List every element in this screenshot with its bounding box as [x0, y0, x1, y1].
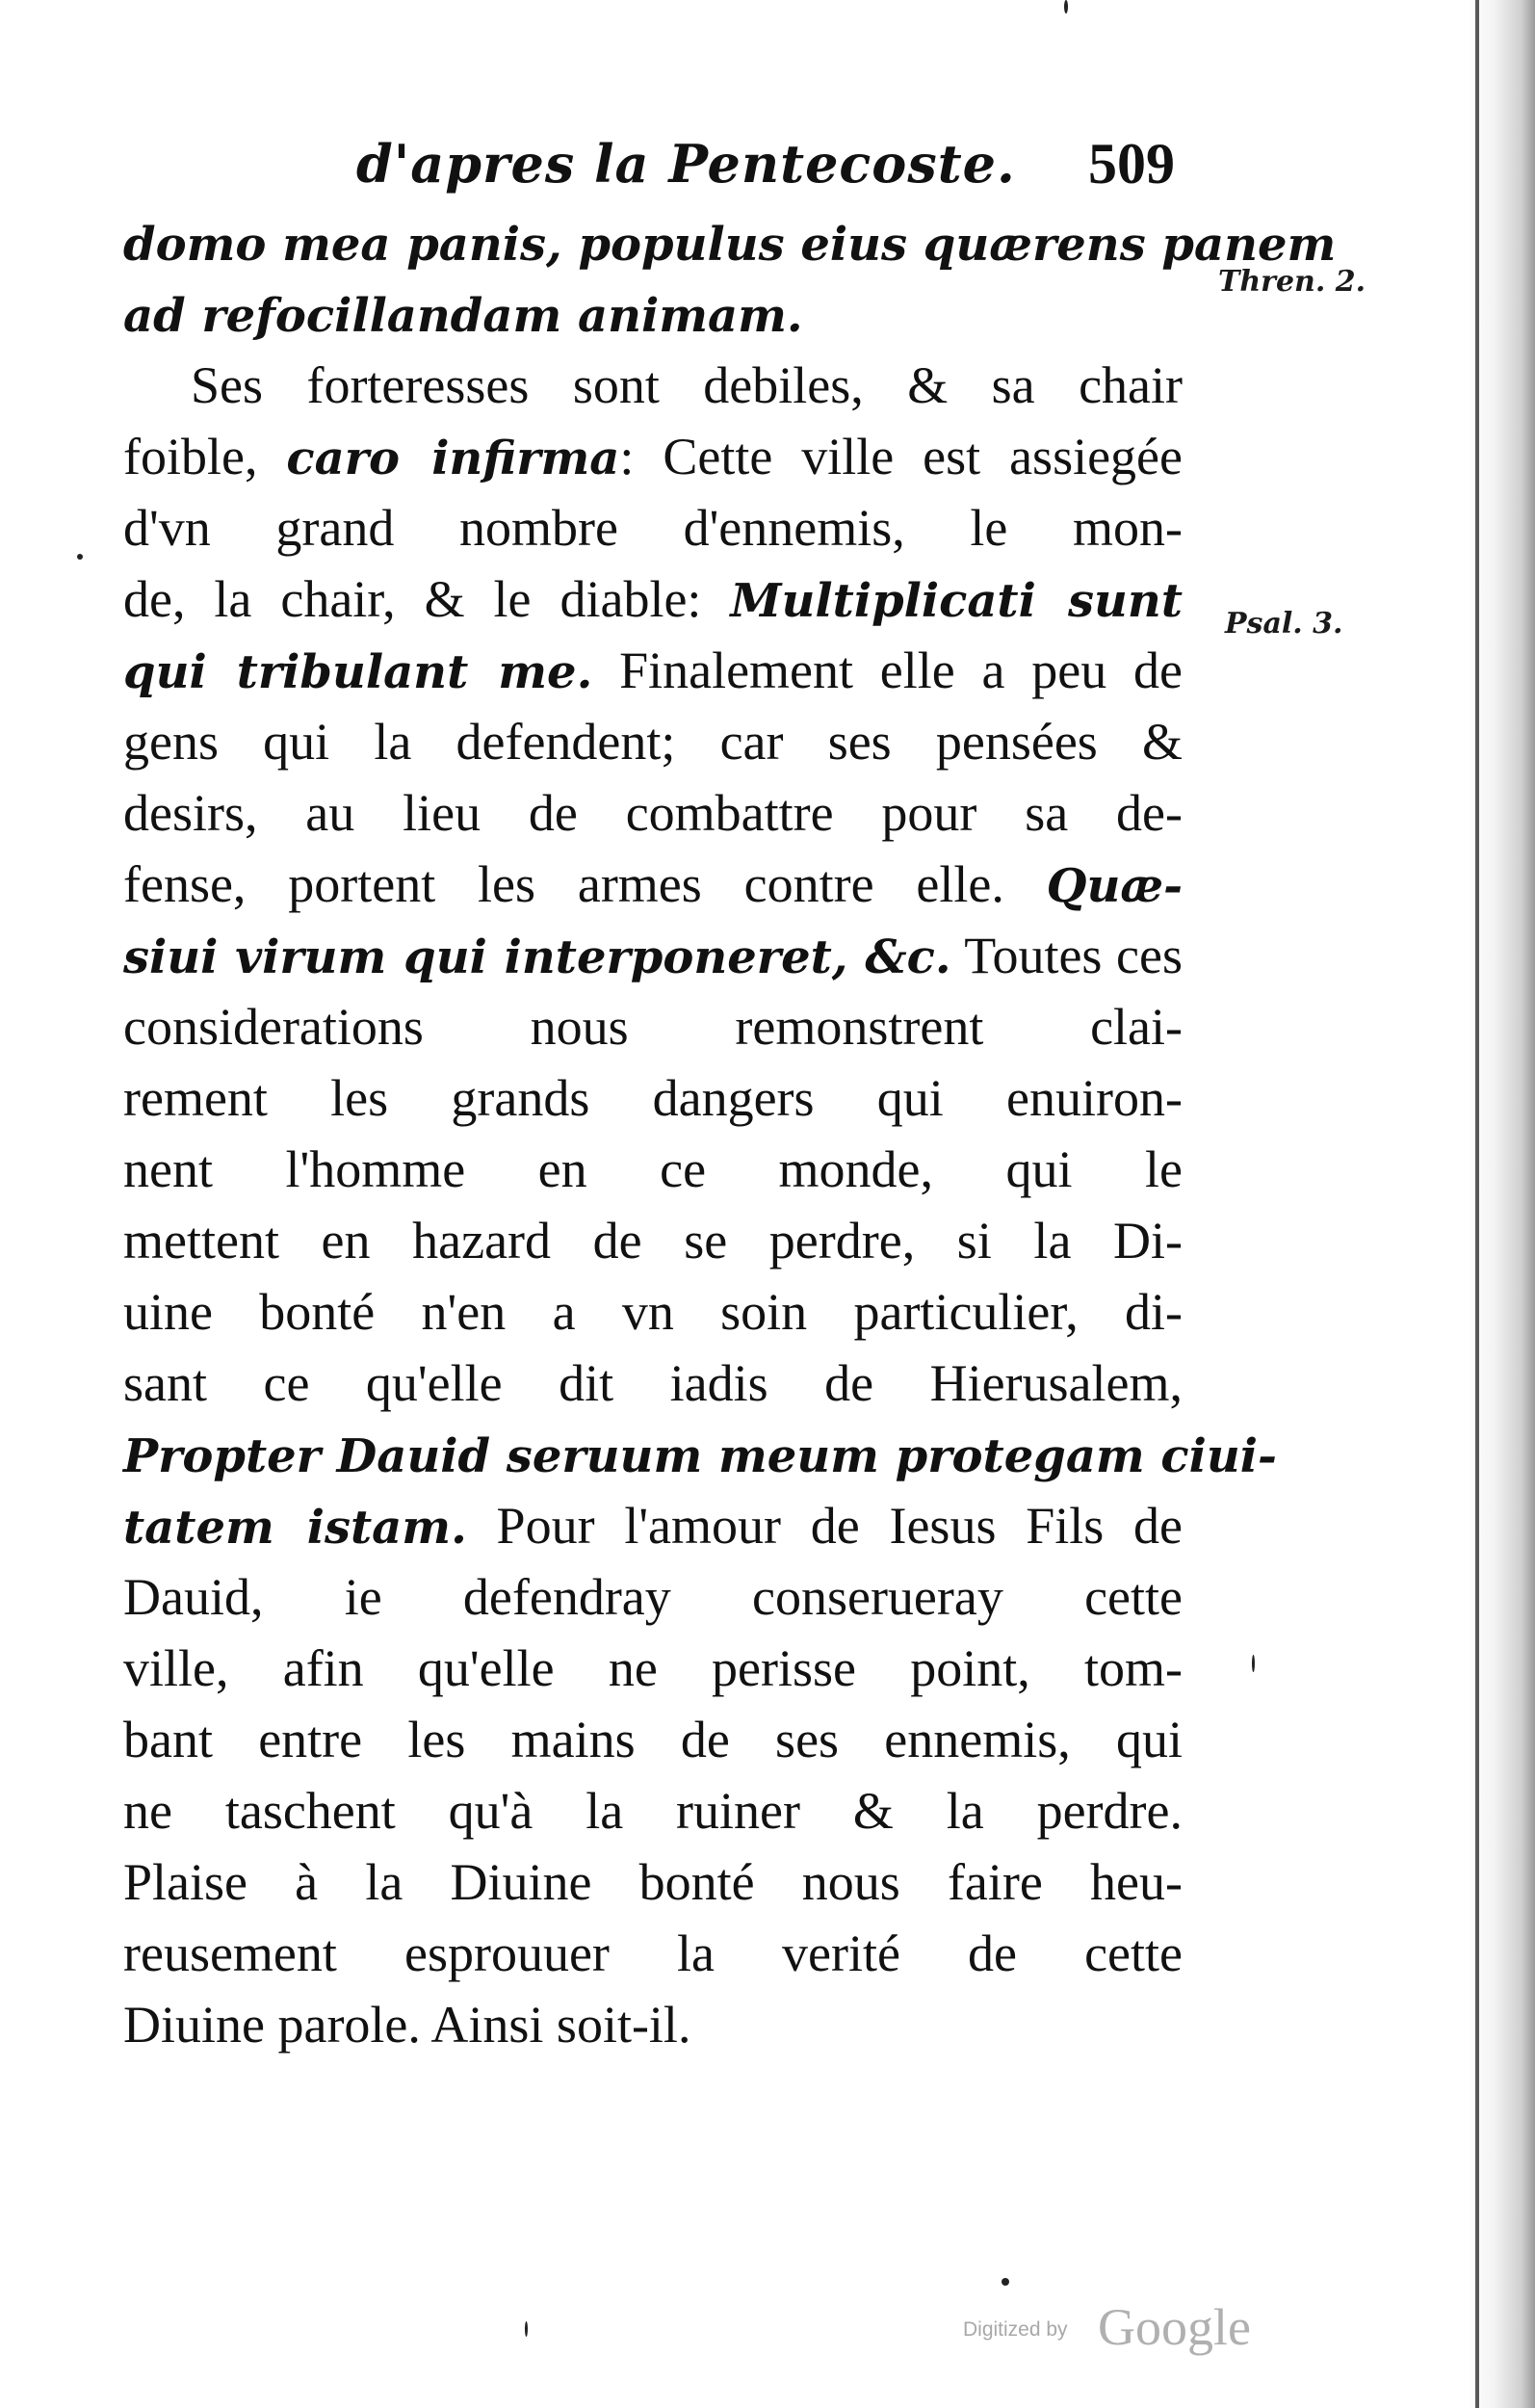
- text-line: [123, 1633, 1183, 1704]
- text-line: [123, 1490, 1183, 1561]
- page-edge-line: [1475, 0, 1479, 2408]
- text-run: Finalement elle a peu de: [592, 641, 1184, 699]
- text-line: [123, 1704, 1183, 1775]
- text-line: [123, 207, 1337, 278]
- text-line: [123, 1918, 1183, 1989]
- text-run: : Cette ville est assiegée: [619, 428, 1183, 485]
- text-run: rement les grands dangers qui enuiron-: [123, 1069, 1183, 1127]
- text-run: Diuine parole. Ainsi soit-il.: [123, 1996, 691, 2054]
- text-line: [123, 706, 1183, 777]
- text-run: sant ce qu'elle dit iadis de Hierusalem,: [123, 1354, 1183, 1412]
- text-run: uine bonté n'en a vn soin particulier, di-: [123, 1283, 1183, 1341]
- text-line: [123, 849, 1183, 920]
- text-run: mettent en hazard de se perdre, si la Di-: [123, 1212, 1183, 1269]
- text-line: [123, 920, 1183, 991]
- text-line: [123, 1419, 1277, 1490]
- scan-speck: [525, 2321, 528, 2337]
- latin-quote: ad refocillandam animam.: [123, 289, 803, 343]
- latin-quote: siui virum qui interponeret, &c.: [123, 930, 951, 984]
- text-line: [123, 421, 1183, 492]
- text-run: de, la chair, & le diable:: [123, 570, 731, 628]
- scan-speck: [1002, 2278, 1009, 2286]
- google-logo: Google: [1098, 2298, 1251, 2356]
- margin-note-psal: Psal. 3.: [1225, 607, 1343, 641]
- text-run: bant entre les mains de ses ennemis, qui: [123, 1711, 1183, 1768]
- digitized-by-label: Digitized by: [963, 2318, 1068, 2341]
- latin-quote: qui tribulant me.: [123, 645, 593, 699]
- latin-quote: Propter Dauid seruum meum protegam ciui-: [123, 1429, 1277, 1483]
- text-run: Plaise à la Diuine bonté nous faire heu-: [123, 1853, 1183, 1911]
- text-run: reusement esprouuer la verité de cette: [123, 1924, 1183, 1982]
- margin-note-thren: Thren. 2.: [1218, 265, 1366, 299]
- text-run: Toutes ces: [950, 927, 1183, 984]
- text-run: ne taschent qu'à la ruiner & la perdre.: [123, 1782, 1183, 1840]
- scan-speck: [1064, 0, 1068, 13]
- text-line: [123, 777, 1183, 849]
- text-line: [123, 1348, 1183, 1419]
- text-line: [123, 278, 1183, 350]
- text-run: foible,: [123, 428, 287, 485]
- text-run: desirs, au lieu de combattre pour sa de-: [123, 784, 1183, 842]
- latin-quote: caro infirma: [286, 432, 620, 485]
- digitized-by-google-watermark: [963, 2297, 1290, 2355]
- latin-quote: domo mea panis, populus eius quærens panem: [123, 218, 1337, 272]
- running-head: d'apres la Pentecoste.: [356, 133, 1016, 195]
- text-line: [123, 492, 1183, 563]
- text-line: [123, 991, 1183, 1062]
- text-line: [123, 1561, 1183, 1633]
- text-run: gens qui la defendent; car ses pensées &: [123, 713, 1183, 771]
- latin-quote: Multiplicati sunt: [730, 574, 1183, 628]
- text-run: nent l'homme en ce monde, qui le: [123, 1140, 1183, 1198]
- text-line: [123, 1134, 1183, 1205]
- text-run: considerations nous remonstrent clai-: [123, 998, 1183, 1056]
- text-run: Pour l'amour de Iesus Fils de: [466, 1497, 1184, 1555]
- latin-quote: Quæ-: [1046, 859, 1183, 913]
- page-header: [241, 125, 1204, 202]
- text-run: ville, afin qu'elle ne perisse point, tom-: [123, 1639, 1183, 1697]
- scan-speck: [77, 554, 83, 560]
- text-line: [123, 1846, 1183, 1918]
- text-run: Dauid, ie defendray conserueray cette: [123, 1568, 1183, 1626]
- text-line: [123, 1276, 1183, 1348]
- text-line: [123, 1205, 1183, 1276]
- text-run: fense, portent les armes contre elle.: [123, 855, 1047, 913]
- text-line: [123, 635, 1183, 706]
- text-line: [123, 350, 1183, 421]
- latin-quote: tatem istam.: [123, 1501, 467, 1555]
- text-line: [123, 1989, 1183, 2060]
- text-line: [123, 1062, 1183, 1134]
- page-number: 509: [1088, 132, 1175, 196]
- text-line: [123, 563, 1183, 635]
- text-line: [123, 1775, 1183, 1846]
- text-run: Ses forteresses sont debiles, & sa chair: [191, 356, 1183, 414]
- text-run: d'vn grand nombre d'ennemis, le mon-: [123, 499, 1183, 557]
- scan-speck: [1252, 1655, 1255, 1672]
